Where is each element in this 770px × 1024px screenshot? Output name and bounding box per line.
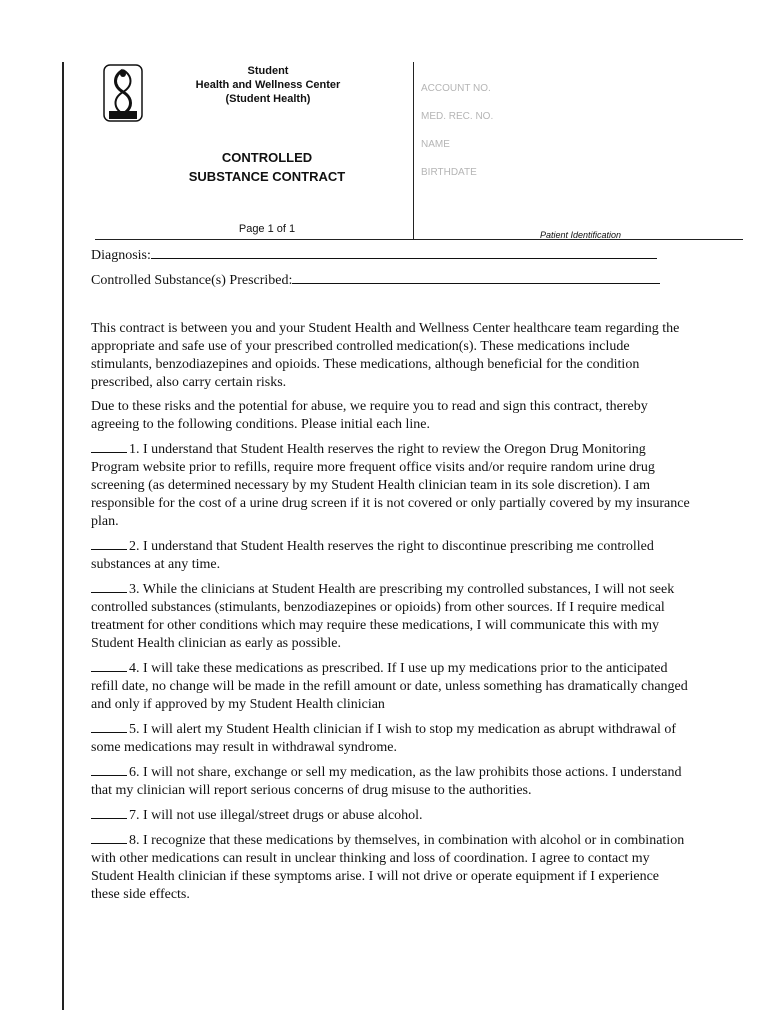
condition-text-3: 3. While the clinicians at Student Health are prescribing my controlled substances, I will not seek controlled substances (stimulants, benzodiazepines or opioids) from other sources. If I require medical treatment for other conditions which may require these medications, I will communicate this with my Student Health clinician as early as possible.: [91, 582, 675, 651]
clinic-name: [168, 64, 368, 106]
condition-text-7: 7. I will not use illegal/street drugs or abuse alcohol.: [129, 808, 423, 823]
patient-identification-label: Patient Identification: [540, 230, 622, 240]
contract-body: [91, 320, 691, 910]
clinic-line-2: Health and Wellness Center: [195, 79, 341, 91]
condition-text-8: 8. I recognize that these medications by themselves, in combination with alcohol or in combination with other medications can result in unclear thinking and loss of coordination. I agree to contact my Student Health clinician if these symptoms arise. I will not drive or operate equipment if I experience these side effects.: [91, 833, 685, 902]
document-title: [160, 148, 374, 186]
title-line-1: CONTROLLED: [221, 150, 313, 165]
substances-input[interactable]: [292, 271, 660, 284]
condition-item-7: [91, 806, 691, 825]
condition-text-4: 4. I will take these medications as prescribed. If I use up my medications prior to the anticipated refill date, no change will be made in the refill amount or date, unless something has dramatically changed and only if approved by my Student Health clinician: [91, 661, 688, 712]
clinic-line-3: (Student Health): [225, 93, 311, 105]
condition-item-6: [91, 763, 691, 800]
condition-text-5: 5. I will alert my Student Health clinician if I wish to stop my medication as abrupt withdrawal of some medications may result in withdrawal syndrome.: [91, 722, 677, 755]
condition-text-2: 2. I understand that Student Health reserves the right to discontinue prescribing me controlled substances at any time.: [91, 539, 654, 572]
intro-paragraph-1: This contract is between you and your Student Health and Wellness Center healthcare team regarding the appropriate and safe use of your prescribed controlled medication(s). These medications include stimulants, benzodiazepines and opioids. These medications, although beneficial for the condition prescribed, also carry certain risks.: [91, 321, 680, 390]
condition-text-1: 1. I understand that Student Health reserves the right to review the Oregon Drug Monitoring Program website prior to refills, require more frequent office visits and/or require random urine drug screening (as determined necessary by my Student Health clinician team in its sole discretion). I am responsible for the cost of a urine drug screen if it is not covered or only partially covered by my insurance plan.: [91, 442, 690, 529]
condition-item-2: [91, 537, 691, 574]
condition-item-3: [91, 580, 691, 653]
title-line-2: SUBSTANCE CONTRACT: [188, 169, 346, 184]
initial-line-6[interactable]: [91, 763, 127, 776]
initial-line-4[interactable]: [91, 659, 127, 672]
diagnosis-row: [91, 246, 657, 265]
substances-row: [91, 271, 660, 290]
initial-line-2[interactable]: [91, 537, 127, 550]
ohsu-logo: [103, 64, 143, 122]
condition-item-1: [91, 440, 691, 531]
header-divider: [413, 62, 414, 240]
initial-line-8[interactable]: [91, 831, 127, 844]
header-bottom-rule: [95, 239, 743, 240]
intro-paragraph-2: Due to these risks and the potential for abuse, we require you to read and sign this contract, thereby agreeing to the following conditions. Please initial each line.: [91, 399, 648, 432]
substances-label: Controlled Substance(s) Prescribed:: [91, 273, 293, 288]
name-field[interactable]: NAME: [421, 139, 450, 150]
initial-line-7[interactable]: [91, 806, 127, 819]
left-margin-rule: [62, 62, 64, 1010]
clinic-line-1: Student: [247, 65, 289, 77]
initial-line-1[interactable]: [91, 440, 127, 453]
condition-item-4: [91, 659, 691, 714]
initial-line-3[interactable]: [91, 580, 127, 593]
initial-line-5[interactable]: [91, 720, 127, 733]
birthdate-field[interactable]: BIRTHDATE: [421, 167, 477, 178]
condition-item-8: [91, 831, 691, 904]
condition-item-5: [91, 720, 691, 757]
diagnosis-label: Diagnosis:: [91, 248, 151, 263]
page-indicator: Page 1 of 1: [238, 223, 296, 235]
condition-text-6: 6. I will not share, exchange or sell my medication, as the law prohibits those actions. I understand that my clinician will report serious concerns of drug misuse to the authorities.: [91, 765, 682, 798]
med-rec-no-field[interactable]: MED. REC. NO.: [421, 111, 494, 122]
account-no-field[interactable]: ACCOUNT NO.: [421, 83, 491, 94]
diagnosis-input[interactable]: [151, 246, 657, 259]
